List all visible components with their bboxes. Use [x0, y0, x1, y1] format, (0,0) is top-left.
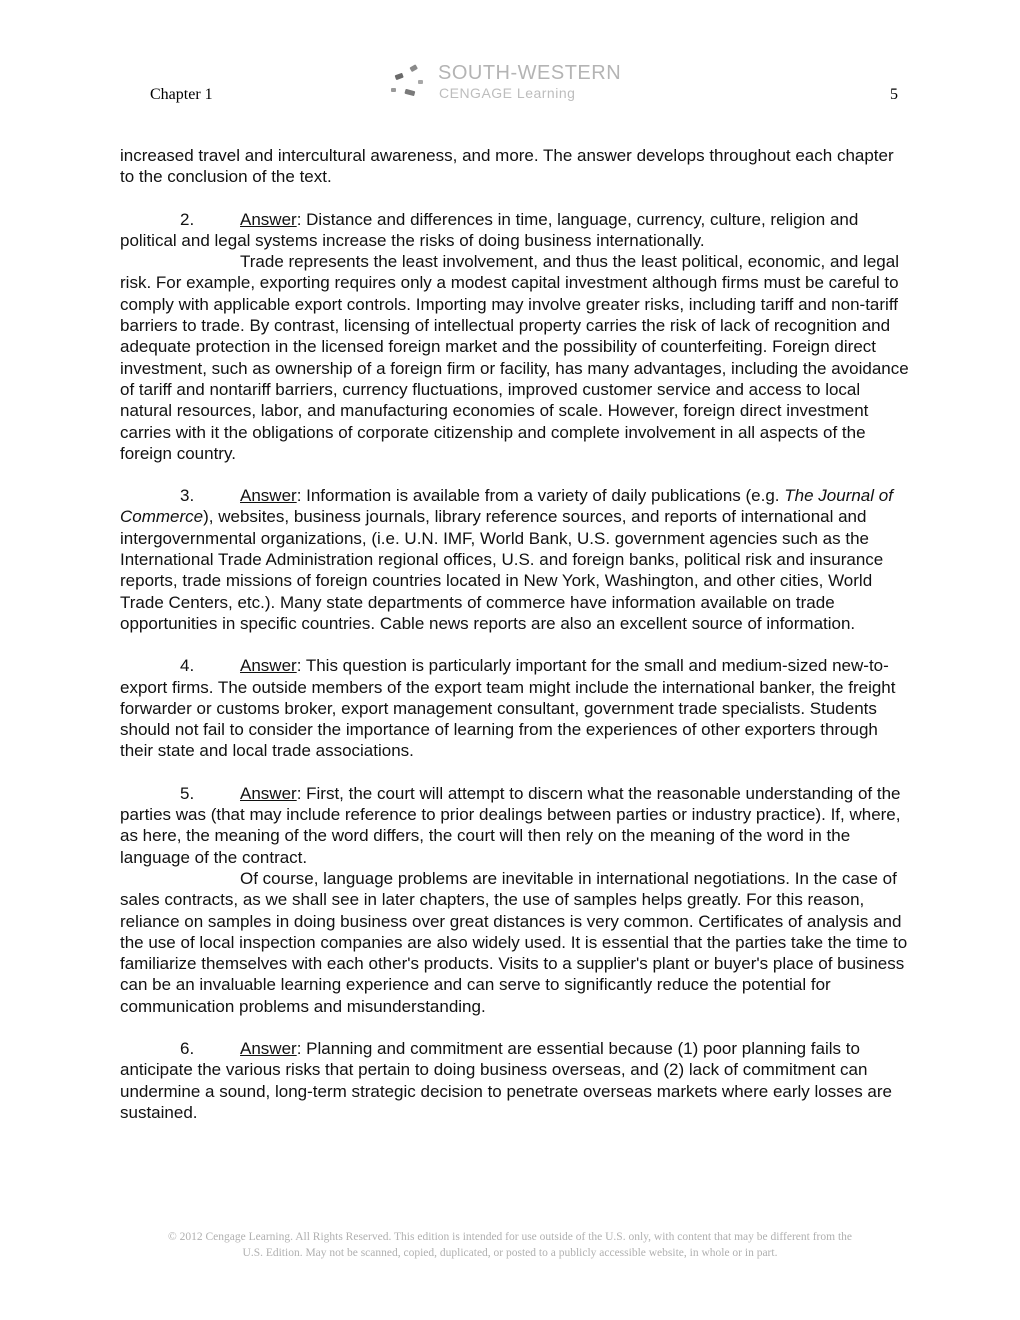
copyright-line-2: U.S. Edition. May not be scanned, copied, duplicated, or posted to a publicly accessible website, in whole or in part. — [242, 1247, 778, 1259]
answer-number: 6. — [180, 1038, 195, 1058]
answer-text: : This question is particularly important for the small and medium-sized new-to-export firms. The outside members of the export team might include the international banker, the freight forwarder or customs broker, export management consultant, government trade specialists. Students should not fail to consider the importance of learning from the experiences of other exporters through their state and local trade associations. — [120, 656, 896, 761]
answer-label: Answer — [240, 656, 297, 676]
answer-number: 5. — [180, 783, 195, 803]
answer-key-body — [120, 145, 910, 1123]
copyright-line-1: © 2012 Cengage Learning. All Rights Reserved. This edition is intended for use outside of the U.S. only, with content that may be different from the — [167, 1231, 853, 1243]
publication-title: The Journal of Commerce — [120, 486, 893, 527]
copyright-footer — [100, 1229, 920, 1261]
publisher-logo — [388, 60, 638, 104]
answer-text: : Planning and commitment are essential because (1) poor planning fails to anticipate the various risks that pertain to doing business overseas, and (2) lack of commitment can undermine a sound, long-term strategic decision to penetrate overseas markets where early losses are sustained. — [120, 1038, 892, 1122]
logo-mark-icon — [388, 64, 428, 102]
answer-text: : Distance and differences in time, language, currency, culture, religion and political and legal systems increase the risks of doing business internationally. — [120, 209, 859, 250]
answer-3 — [120, 485, 910, 634]
logo-wordmark: SOUTH-WESTERN — [438, 62, 622, 84]
answer-label: Answer — [240, 783, 297, 803]
answer-2 — [120, 209, 910, 252]
answer-number: 3. — [180, 486, 195, 506]
page-number: 5 — [890, 86, 898, 103]
answer-6 — [120, 1038, 910, 1123]
answer-label: Answer — [240, 486, 297, 506]
logo-tagline: CENGAGE Learning — [439, 85, 576, 101]
answer-text-continued: ), websites, business journals, library reference sources, and reports of international and intergovernmental organizations, (i.e. U.N. IMF, World Bank, U.S. government agencies such as the International Trade Administration regional offices, U.S. and foreign banks, political risk and insurance reports, trade missions of foreign countries located in New York, Washington, and other cities, World Trade Centers, etc.). Many state departments of commerce have information available on trade opportunities in specific countries. Cable news reports are also an excellent source of information. — [120, 507, 884, 633]
answer-text: : Information is available from a variety of daily publications (e.g. — [296, 486, 785, 506]
answer-number: 2. — [180, 209, 195, 229]
answer-4 — [120, 655, 910, 761]
answer-text: : First, the court will attempt to discern what the reasonable understanding of the parties was (that may include reference to prior dealings between parties or industry practice). If, where, as here, the meaning of the word differs, the court will then rely on the meaning of the word in the language of the contract. — [120, 783, 901, 867]
answer-5-paragraph: Of course, language problems are inevitable in international negotiations. In the case of sales contracts, as we shall see in later chapters, the use of samples helps greatly. For this reason, reliance on samples in doing business over great distances is very common. Certificates of analysis and the use of local inspection companies are also widely used. It is essential that the parties take the time to familiarize themselves with each other's products. Visits to a supplier's plant or buyer's place of business can be an invaluable learning experience and can serve to significantly reduce the potential for communication problems and misunderstanding. — [120, 868, 908, 1016]
chapter-label: Chapter 1 — [150, 86, 213, 103]
answer-5 — [120, 783, 910, 868]
answer-label: Answer — [240, 209, 297, 229]
answer-1-continuation: increased travel and intercultural awareness, and more. The answer develops throughout each chapter to the conclusion of the text. — [120, 146, 894, 187]
answer-2-paragraph: Trade represents the least involvement, and thus the least political, economic, and legal risk. For example, exporting requires only a modest capital investment although firms must be careful to comply with applicable export controls. Importing may involve greater risks, including tariff and non-tariff barriers to trade. By contrast, licensing of intellectual property carries the risk of lack of recognition and adequate protection in the licensed foreign market and the possibility of counterfeiting. Foreign direct investment, such as ownership of a foreign firm or facility, has many advantages, including the avoidance of tariff and nontariff barriers, currency fluctuations, improved customer service and access to local natural resources, labor, and manufacturing economies of scale. However, foreign direct investment carries with it the obligations of corporate citizenship and complete involvement in all aspects of the foreign country. — [120, 252, 909, 463]
answer-number: 4. — [180, 656, 195, 676]
answer-label: Answer — [240, 1038, 297, 1058]
